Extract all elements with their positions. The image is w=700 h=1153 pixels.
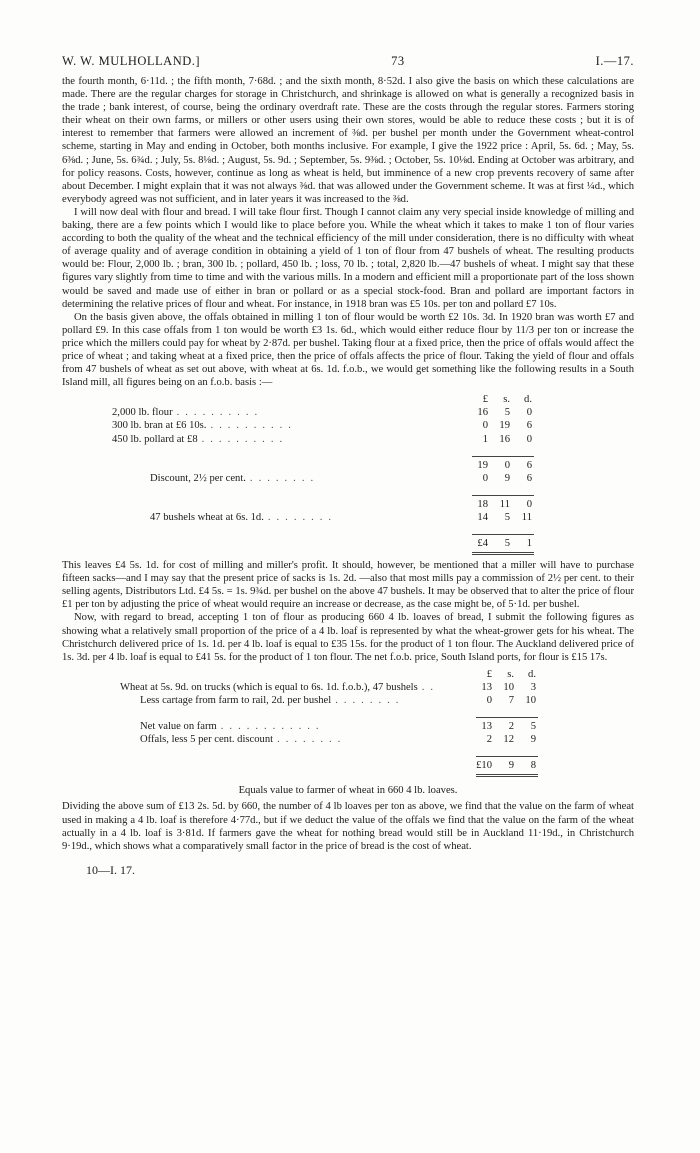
col-head-shillings: s. (503, 394, 510, 406)
sum-rule (472, 456, 534, 457)
table-row: 300 lb. bran at £6 10s. .......... 0 19 6 (112, 420, 532, 432)
paragraph-2: I will now deal with flour and bread. I will take flour first. Though I cannot claim any very special inside knowledge of milling and baking, there are a few points which I would like to place before you. While the wheat which it takes to make 1 ton of flour varies according to both the quality of the wheat and the technical efficiency of the mill under consideration, there is no difficulty with wheat of average quality and of average condition in obtaining a yield of 1 ton of flour from 47 bushels of wheat. The resulting products would be: Flour, 2,000 lb. ; bran, 300 lb. ; pollard, 450 lb. ; loss, 70 lb. ; total, 2,820 lb.—47 bushels of wheat. I might say that these figures vary slightly from time to time and with the various mills. In a modern and efficient mill a proportionate part of the loss shown would be saved and made use of either in bran or pollard or as a special stock-food. Bran and pollard are important factors in determining the relative prices of flour and wheat. For instance, in 1918 bran was £5 10s. per ton and pollard £7 10s. (62, 206, 634, 310)
total-row: £10 9 8 (476, 760, 536, 772)
table-row: 2,000 lb. flour .......... 16 5 0 (112, 407, 532, 419)
col-head-pence: d. (524, 394, 532, 406)
paragraph-5: Now, with regard to bread, accepting 1 ton of flour as producing 660 4 lb. loaves of bread, I submit the following figures as showing what a relatively small proportion of the price of a 4 lb. loaf is represented by what the wheat-grower gets for his wheat. The Christchurch delivered price of 1s. 1d. per 4 lb. loaf is equal to £35 15s. for the product of 1 ton flour. The Auckland delivered price of 1s. 3d. per 4 lb. loaf is equal to £41 5s. for the product of 1 ton flour. The net f.o.b. price, South Island ports, for flour is £15 17s. (62, 612, 634, 663)
subtotal-row: 18 11 0 (477, 498, 532, 510)
total-row: £4 5 1 (477, 538, 532, 549)
total-double-rule (476, 774, 538, 777)
header-author: W. W. MULHOLLAND.] (62, 54, 201, 68)
sum-rule (476, 717, 538, 718)
paragraph-3: On the basis given above, the offals obtained in milling 1 ton of flour would be worth £2 10s. 3d. In 1920 bran was worth £7 and pollard £9. In this case offals from 1 ton would be worth £3 1s. 6d., which would either reduce flour by 11/3 per ton or increase the price which the millers could pay for wheat by 2·87d. per bushel. Taking flour at a fixed price, then the price of offals would affect the price of wheat ; and taking wheat at a fixed price, then the price of offals affects the price of flour. Taking the yield of flour and offals from 47 bushels of wheat as set out above, with wheat at 6s. 1d. f.o.b., we would get something like the following results in a South Island mill, all figures being on an f.o.b. basis :— (62, 311, 634, 389)
table-row: Net value on farm ............ 13 2 5 (140, 721, 536, 733)
total-double-rule (472, 552, 534, 555)
sum-rule (472, 534, 534, 535)
paragraph-4: This leaves £4 5s. 1d. for cost of milling and miller's profit. It should, however, be mentioned that a miller will have to purchase fifteen sacks—and I may say that the present price of sacks is 1s. 2d. —also that most mills pay a commission of 2½ per cent. to their selling agents, Distributors Ltd. £4 5s. = 1s. 9¾d. per bushel on the above 47 bushels. It may be observed that to alter the price of flour £1 per ton by adjusting the price of wheat would require an increase or decrease, as the case might be, of 5·1d. per bushel. (62, 560, 634, 611)
discount-row: Discount, 2½ per cent. ........ 0 9 6 (150, 472, 532, 484)
table-row: Offals, less 5 per cent. discount ........ 2 12 9 (140, 734, 536, 746)
document-page (62, 54, 634, 878)
paragraph-1: the fourth month, 6·11d. ; the fifth month, 7·68d. ; and the sixth month, 8·52d. I also give the basis on which these calculations are made. There are the regular charges for storage in Christchurch, and shrinkage is allowed on what is generally a recognized basis in the trade ; bank interest, of course, being the ordinary overdraft rate. These are the costs through the regular stores. Farmers storing their wheat on their own farms, or millers or other users using their own stores, would be able to reduce these costs ; but it is of interest to remember that farmers were allowed an increment of ⅜d. per bushel per month under the Government wheat-control scheme, starting in May and ending in October, both months inclusive. For example, I give the 1922 price : April, 5s. 6d. ; May, 5s. 6⅜d. ; June, 5s. 6¾d. ; July, 5s. 8⅛d. ; August, 5s. 9d. ; September, 5s. 9⅜d. ; October, 5s. 10⅛d. Ending at October was arbitrary, and for policy reasons. Costs, however, continue as long as wheat is held, but imminence of a new crop prevents recovery of same after about December. I might explain that it was not always ⅜d. that was allowed under the Government scheme. It was at first ¼d., which everybody agreed was not sufficient, and in later years it was increased to the ⅜d. (62, 76, 634, 205)
col-head-pounds: £ (482, 394, 488, 406)
table-row: Wheat at 5s. 9d. on trucks (which is equal to 6s. 1d. f.o.b.), 47 bushels .. 13 10 3 (120, 681, 536, 693)
page-number: 73 (391, 54, 405, 68)
sum-rule (472, 495, 534, 496)
sum-rule (476, 756, 538, 757)
paragraph-6: Dividing the above sum of £13 2s. 5d. by 660, the number of 4 lb loaves per ton as above, we find that the value on the farm of wheat used in making a 4 lb. loaf is therefore 4·77d., but if we deduct the value of the offals we find that the value on the farm of the wheat actually in a 4 lb. loaf is 3·81d. If farmers gave the wheat for nothing bread would still be in Auckland 11·19d., in Christchurch 9·19d., which shows what a comparatively small factor in the price of bread is the cost of wheat. (62, 801, 634, 852)
milling-account-table (112, 393, 534, 555)
table-row: Less cartage from farm to rail, 2d. per bushel ........ 0 7 10 (140, 695, 536, 707)
subtotal-row: 19 0 6 (477, 459, 532, 471)
page-footer: 10—I. 17. (86, 862, 135, 877)
header-reference: I.—17. (595, 54, 634, 68)
wheat-row: 47 bushels wheat at 6s. 1d. ........ 14 5 11 (150, 511, 532, 523)
page-header (62, 54, 634, 69)
bread-account-table: £ s. d. Wheat at 5s. 9d. on trucks (which is equal to 6s. 1d. f.o.b.), 47 bushels .. 13 10 3 Less cartage from farm to rail, 2d. per bushel ........ 0 7 10 Net value on farm ............ 13 2 5 Offals, less 5 per cent. discount ........ 2 12 9 £10 9 8 (120, 668, 538, 778)
equals-line: Equals value to farmer of wheat in 660 4 lb. loaves. (238, 785, 458, 797)
table-row: 450 lb. pollard at £8 .......... 1 16 0 (112, 433, 532, 445)
